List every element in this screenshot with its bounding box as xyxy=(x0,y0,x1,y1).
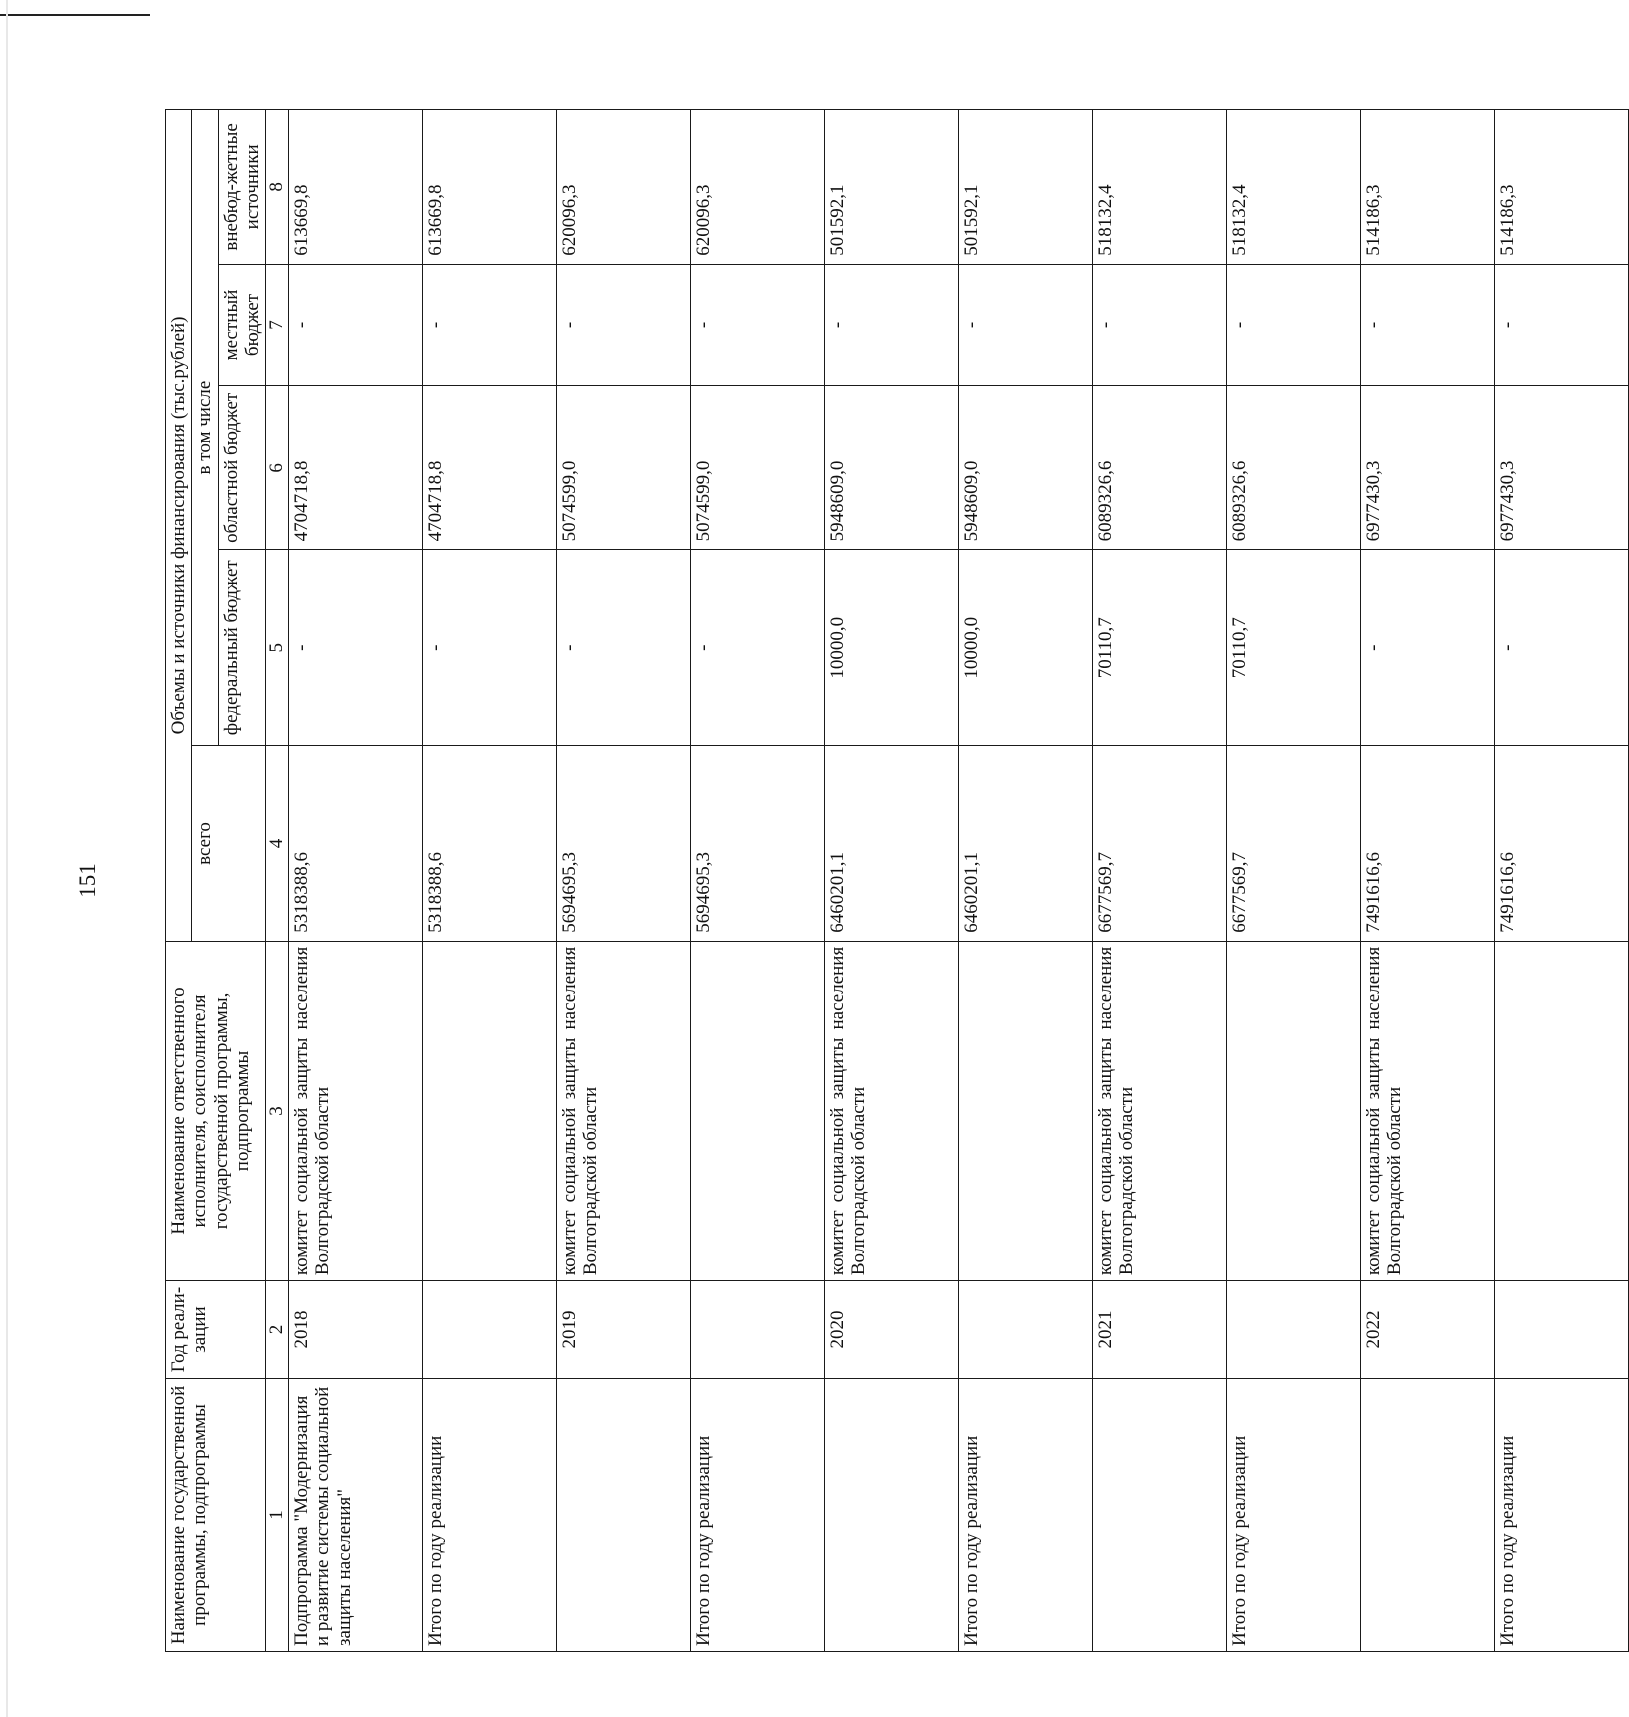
local-amount: - xyxy=(1361,264,1495,386)
regional-amount: 5948609,0 xyxy=(959,386,1093,550)
federal-amount: - xyxy=(423,550,557,746)
federal-amount: - xyxy=(1361,550,1495,746)
table-row xyxy=(423,110,557,1652)
year: 2022 xyxy=(1361,1281,1495,1379)
executor xyxy=(1227,941,1361,1280)
federal-amount: 10000,0 xyxy=(959,550,1093,746)
year xyxy=(1227,1281,1361,1379)
column-number: 6 xyxy=(266,386,289,550)
table-row xyxy=(557,110,691,1652)
header-program-name: Наименование государственной программы, подпрограммы xyxy=(166,1378,266,1651)
year xyxy=(959,1281,1093,1379)
executor: комитет социальной защиты населения Волгоградской области xyxy=(289,941,423,1280)
table-row xyxy=(1093,110,1227,1652)
header-extra: внебюд-жетные источники xyxy=(218,110,266,265)
header-row-1 xyxy=(166,110,192,1652)
program-name: Итого по году реализации xyxy=(423,1378,557,1651)
header-local: местный бюджет xyxy=(218,264,266,386)
extra-amount: 501592,1 xyxy=(959,110,1093,265)
local-amount: - xyxy=(825,264,959,386)
extra-amount: 620096,3 xyxy=(557,110,691,265)
column-number-row xyxy=(266,110,289,1652)
program-name: Подпрограмма "Модернизация и развитие системы социальной защиты населения" xyxy=(289,1378,423,1651)
regional-amount: 6089326,6 xyxy=(1093,386,1227,550)
rotated-sheet xyxy=(75,109,1519,1652)
extra-amount: 514186,3 xyxy=(1361,110,1495,265)
local-amount: - xyxy=(691,264,825,386)
local-amount: - xyxy=(1495,264,1629,386)
header-executor: Наименование ответственного исполнителя, соисполнителя государственной программы, подпрограммы xyxy=(166,941,266,1280)
total-amount: 6460201,1 xyxy=(959,746,1093,942)
regional-amount: 6089326,6 xyxy=(1227,386,1361,550)
extra-amount: 620096,3 xyxy=(691,110,825,265)
federal-amount: 70110,7 xyxy=(1093,550,1227,746)
header-federal: федеральный бюджет xyxy=(218,550,266,746)
program-name xyxy=(1361,1378,1495,1651)
total-amount: 7491616,6 xyxy=(1495,746,1629,942)
year xyxy=(1495,1281,1629,1379)
federal-amount: - xyxy=(1495,550,1629,746)
executor xyxy=(1495,941,1629,1280)
executor: комитет социальной защиты населения Волгоградской области xyxy=(1361,941,1495,1280)
total-amount: 5318388,6 xyxy=(423,746,557,942)
table-row xyxy=(825,110,959,1652)
year: 2020 xyxy=(825,1281,959,1379)
scan-edge-line xyxy=(0,14,150,16)
regional-amount: 6977430,3 xyxy=(1361,386,1495,550)
local-amount: - xyxy=(557,264,691,386)
extra-amount: 613669,8 xyxy=(423,110,557,265)
executor xyxy=(691,941,825,1280)
total-amount: 6460201,1 xyxy=(825,746,959,942)
federal-amount: 70110,7 xyxy=(1227,550,1361,746)
column-number: 3 xyxy=(266,941,289,1280)
executor: комитет социальной защиты населения Волгоградской области xyxy=(557,941,691,1280)
extra-amount: 501592,1 xyxy=(825,110,959,265)
regional-amount: 4704718,8 xyxy=(289,386,423,550)
federal-amount: - xyxy=(289,550,423,746)
year: 2019 xyxy=(557,1281,691,1379)
table-row xyxy=(959,110,1093,1652)
federal-amount: 10000,0 xyxy=(825,550,959,746)
executor: комитет социальной защиты населения Волгоградской области xyxy=(1093,941,1227,1280)
program-name: Итого по году реализации xyxy=(1227,1378,1361,1651)
extra-amount: 613669,8 xyxy=(289,110,423,265)
program-name xyxy=(557,1378,691,1651)
regional-amount: 5948609,0 xyxy=(825,386,959,550)
table-row xyxy=(1227,110,1361,1652)
program-name: Итого по году реализации xyxy=(1495,1378,1629,1651)
program-name xyxy=(825,1378,959,1651)
local-amount: - xyxy=(289,264,423,386)
year xyxy=(423,1281,557,1379)
total-amount: 5694695,3 xyxy=(691,746,825,942)
column-number: 7 xyxy=(266,264,289,386)
federal-amount: - xyxy=(691,550,825,746)
extra-amount: 518132,4 xyxy=(1093,110,1227,265)
extra-amount: 514186,3 xyxy=(1495,110,1629,265)
local-amount: - xyxy=(423,264,557,386)
federal-amount: - xyxy=(557,550,691,746)
local-amount: - xyxy=(1227,264,1361,386)
regional-amount: 5074599,0 xyxy=(691,386,825,550)
total-amount: 5694695,3 xyxy=(557,746,691,942)
header-year: Год реали-зации xyxy=(166,1281,266,1379)
executor xyxy=(959,941,1093,1280)
year: 2018 xyxy=(289,1281,423,1379)
local-amount: - xyxy=(959,264,1093,386)
funding-table xyxy=(165,109,1629,1652)
executor xyxy=(423,941,557,1280)
program-name: Итого по году реализации xyxy=(959,1378,1093,1651)
table-row xyxy=(1361,110,1495,1652)
program-name xyxy=(1093,1378,1227,1651)
local-amount: - xyxy=(1093,264,1227,386)
total-amount: 6677569,7 xyxy=(1093,746,1227,942)
total-amount: 7491616,6 xyxy=(1361,746,1495,942)
regional-amount: 5074599,0 xyxy=(557,386,691,550)
extra-amount: 518132,4 xyxy=(1227,110,1361,265)
total-amount: 6677569,7 xyxy=(1227,746,1361,942)
program-name: Итого по году реализации xyxy=(691,1378,825,1651)
table-row xyxy=(1495,110,1629,1652)
year xyxy=(691,1281,825,1379)
column-number: 4 xyxy=(266,746,289,942)
table-row xyxy=(691,110,825,1652)
regional-amount: 6977430,3 xyxy=(1495,386,1629,550)
scan-edge-shadow xyxy=(6,0,8,1717)
column-number: 5 xyxy=(266,550,289,746)
header-including: в том числе xyxy=(192,110,218,746)
table-row xyxy=(289,110,423,1652)
page-number: 151 xyxy=(75,863,100,898)
regional-amount: 4704718,8 xyxy=(423,386,557,550)
column-number: 2 xyxy=(266,1281,289,1379)
column-number: 1 xyxy=(266,1378,289,1651)
year: 2021 xyxy=(1093,1281,1227,1379)
executor: комитет социальной защиты населения Волгоградской области xyxy=(825,941,959,1280)
column-number: 8 xyxy=(266,110,289,265)
total-amount: 5318388,6 xyxy=(289,746,423,942)
header-regional: областной бюджет xyxy=(218,386,266,550)
header-funding: Объемы и источники финансирования (тыс.рублей) xyxy=(166,110,192,942)
header-total: всего xyxy=(192,746,266,942)
